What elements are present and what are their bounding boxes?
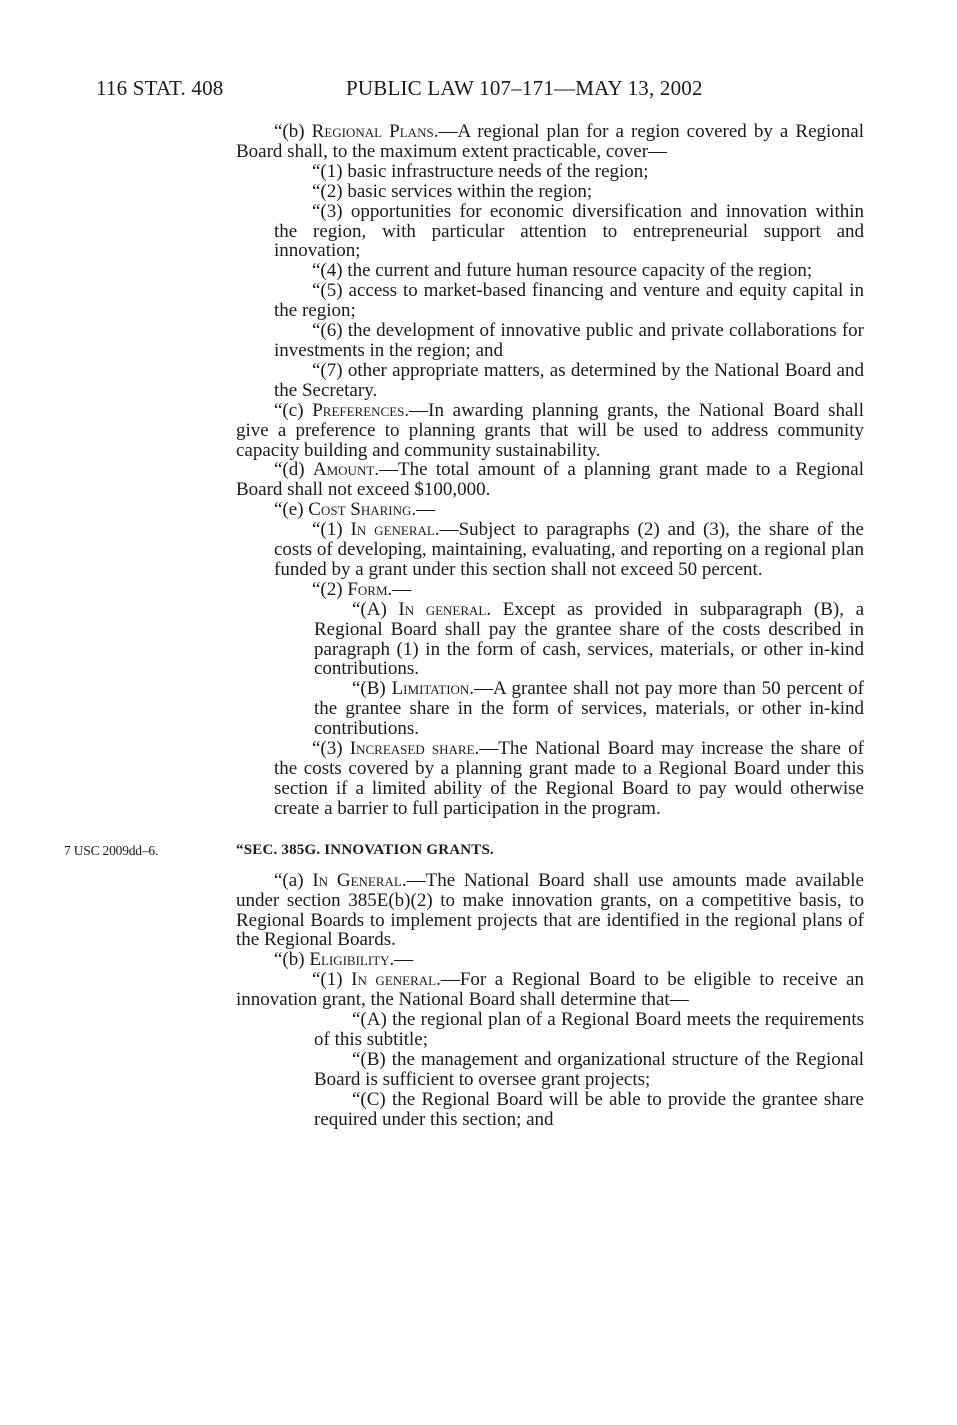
paragraph-label: “(3) xyxy=(312,738,350,760)
paragraph-text: .—A grantee shall not pay more than 50 percent of the grantee share in the form of services, materials, or other in-kind contributions. xyxy=(314,678,864,740)
paragraph-text: .— xyxy=(389,949,414,971)
paragraph-text: .—In awarding planning grants, the National Board shall give a preference to planning grants that will be used to address community capacity building and community sustainability. xyxy=(236,399,864,461)
paragraph-label: “(b) xyxy=(274,949,310,971)
paragraph-heading: Amount xyxy=(312,459,375,481)
paragraph-label: “(d) xyxy=(274,459,313,481)
paragraph-heading: In General xyxy=(312,869,402,891)
paragraph-heading: Increased share xyxy=(349,738,475,760)
statute-citation: 116 STAT. 408 xyxy=(96,76,224,100)
paragraph-heading: Preferences xyxy=(312,399,405,421)
paragraph-text: .—The National Board shall use amounts made available under section 385E(b)(2) to make innovation grants, on a competitive basis, to Regional Boards to implement projects that are identified in the regional plans of the Regional Boards. xyxy=(236,869,864,951)
public-law-title: PUBLIC LAW 107–171—MAY 13, 2002 xyxy=(346,76,703,100)
paragraph-text: .—For a Regional Board to be eligible to receive an innovation grant, the National Board shall determine that— xyxy=(236,969,864,1011)
paragraph-heading: Regional Plans xyxy=(311,121,434,142)
paragraph-label: “(b) xyxy=(274,121,312,142)
paragraph-e2b xyxy=(236,679,864,739)
paragraph-b7: “(7) other appropriate matters, as determined by the National Board and the Secretary. xyxy=(274,359,864,401)
paragraph-b6: “(6) the development of innovative public and private collaborations for investments in the region; and xyxy=(274,320,864,361)
paragraph-e1 xyxy=(236,520,864,580)
paragraph-heading: In general xyxy=(351,969,437,991)
paragraph-label: “(B) xyxy=(352,678,392,700)
paragraph-label: “(1) xyxy=(312,969,352,991)
section-heading-row xyxy=(64,839,864,859)
paragraph-eligibility-1c: “(C) the Regional Board will be able to provide the grantee share required under this section; and xyxy=(314,1088,864,1130)
paragraph-label: “(e) xyxy=(274,499,309,521)
paragraph-heading: Cost Sharing xyxy=(308,499,412,521)
paragraph-label: “(c) xyxy=(274,399,313,421)
paragraph-regional-plans xyxy=(236,122,864,162)
paragraph-heading: Form xyxy=(347,578,388,600)
paragraph-eligibility xyxy=(236,950,864,970)
paragraph-e2a xyxy=(236,600,864,680)
paragraph-heading: Limitation xyxy=(391,678,470,700)
paragraph-text: .—Subject to paragraphs (2) and (3), the share of the costs of developing, maintaining, evaluating, and reporting on a regional plan funded by a grant under this section shall not exceed 50 percent. xyxy=(274,519,864,580)
paragraph-label: “(a) xyxy=(274,869,313,891)
paragraph-label: “(2) xyxy=(312,578,348,600)
paragraph-label: “(1) xyxy=(312,519,351,541)
paragraph-cost-sharing xyxy=(236,500,864,520)
paragraph-label: “(A) xyxy=(352,598,399,620)
paragraph-text: .—The National Board may increase the share of the costs covered by a planning grant made to a Regional Board under this section if a limited ability of the Regional Board to pay would otherwise create a barrier to full participation in the program. xyxy=(274,738,864,819)
paragraph-eligibility-1a: “(A) the regional plan of a Regional Board meets the requirements of this subtitle; xyxy=(314,1009,864,1050)
paragraph-b1: “(1) basic infrastructure needs of the region; xyxy=(312,160,649,182)
paragraph-eligibility-1 xyxy=(236,970,864,1010)
document-body xyxy=(64,121,865,1130)
paragraph-preferences xyxy=(236,401,864,461)
usc-margin-note: 7 USC 2009dd–6. xyxy=(64,842,159,858)
section-heading: “SEC. 385G. INNOVATION GRANTS. xyxy=(236,841,494,858)
paragraph-text: .— xyxy=(387,578,412,600)
paragraph-in-general xyxy=(236,871,864,951)
paragraph-e3 xyxy=(236,739,864,819)
paragraph-heading: Eligibility xyxy=(309,949,390,971)
paragraph-eligibility-1b: “(B) the management and organizational structure of the Regional Board is sufficient to oversee grant projects; xyxy=(314,1048,864,1090)
paragraph-text: .—The total amount of a planning grant made to a Regional Board shall not exceed $100,000. xyxy=(236,459,865,501)
paragraph-text: .— xyxy=(411,499,436,521)
paragraph-text: .—A regional plan for a region covered by a Regional Board shall, to the maximum extent practicable, cover— xyxy=(236,121,865,162)
paragraph-b5: “(5) access to market-based financing and venture and equity capital in the region; xyxy=(274,280,864,322)
paragraph-text: . Except as provided in subparagraph (B), a Regional Board shall pay the grantee share of the costs described in paragraph (1) in the form of cash, services, materials, or other in-kind contributions. xyxy=(314,598,864,680)
paragraph-heading: In general xyxy=(350,519,435,541)
paragraph-e2 xyxy=(236,580,864,600)
paragraph-b3: “(3) opportunities for economic diversification and innovation within the region, with particular attention to entrepreneurial support and innovation; xyxy=(274,200,864,262)
paragraph-heading: In general xyxy=(398,598,487,620)
paragraph-amount xyxy=(236,460,864,500)
paragraph-b2: “(2) basic services within the region; xyxy=(312,180,593,202)
paragraph-b4: “(4) the current and future human resource capacity of the region; xyxy=(312,260,813,282)
